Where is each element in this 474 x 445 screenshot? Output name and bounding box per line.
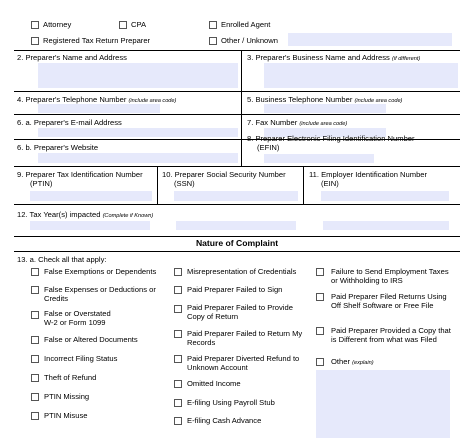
enrolled-agent-checkbox[interactable] xyxy=(209,21,217,29)
tax-year-input-1[interactable] xyxy=(30,221,150,230)
complaint-heading: Nature of Complaint xyxy=(195,238,279,248)
other-unknown-checkbox[interactable] xyxy=(209,37,217,45)
divider xyxy=(14,50,460,51)
complaint-option: Paid Preparer Failed to Provide Copy of Return xyxy=(187,303,293,321)
other-unknown-input[interactable] xyxy=(288,33,452,46)
ein-input[interactable] xyxy=(321,191,449,201)
divider xyxy=(14,166,460,167)
tax-year-label: 12. Tax Year(s) impacted (Complete if Known) xyxy=(17,210,154,219)
complaint-option: Paid Preparer Provided a Copy that is Different from what was Filed xyxy=(331,326,451,344)
other-unknown-label: Other / Unknown xyxy=(221,36,278,45)
efin-label-line2: (EFIN) xyxy=(257,143,280,152)
complaint-option: Failure to Send Employment Taxes or Withholding to IRS xyxy=(331,267,449,285)
complaint-option: PTIN Missing xyxy=(44,392,90,401)
preparer-phone-note: (include area code) xyxy=(128,98,177,104)
ein-label-line2: (EIN) xyxy=(321,179,339,188)
fax-label: 7. Fax Number (include area code) xyxy=(247,118,348,127)
complaint-option: Theft of Refund xyxy=(44,373,97,382)
complaint-option: False or Overstated W-2 or Form 1099 xyxy=(44,309,111,327)
ssn-label-line1: 10. Preparer Social Security Number xyxy=(162,170,286,179)
complaint-checkbox[interactable] xyxy=(316,293,324,301)
complaint-checkbox[interactable] xyxy=(174,286,182,294)
attorney-label: Attorney xyxy=(43,20,72,29)
complaint-checkbox[interactable] xyxy=(31,311,39,319)
divider xyxy=(14,251,460,252)
preparer-website-label: 6. b. Preparer's Website xyxy=(17,143,99,152)
divider xyxy=(14,204,460,205)
ptin-input[interactable] xyxy=(30,191,152,201)
complaint-option: Incorrect Filing Status xyxy=(44,354,118,363)
complaint-option: Paid Preparer Filed Returns Using Off Shelf Software or Free File xyxy=(331,292,447,310)
registered-preparer-label: Registered Tax Return Preparer xyxy=(43,36,151,45)
cpa-label: CPA xyxy=(131,20,147,29)
divider xyxy=(14,114,460,115)
preparer-email-input[interactable] xyxy=(38,128,238,137)
complaint-checkbox[interactable] xyxy=(174,417,182,425)
complaint-checkbox[interactable] xyxy=(174,305,182,313)
divider-vertical xyxy=(303,166,304,204)
check-all-label: 13. a. Check all that apply: xyxy=(17,255,107,264)
complaint-checkbox[interactable] xyxy=(31,286,39,294)
divider xyxy=(14,91,460,92)
fax-note: (include area code) xyxy=(299,121,348,127)
ptin-label-line1: 9. Preparer Tax Identification Number xyxy=(17,170,143,179)
complaint-option: Paid Preparer Diverted Refund to Unknown Account xyxy=(187,354,300,372)
divider-vertical xyxy=(157,166,158,204)
tax-year-note: (Complete if Known) xyxy=(102,213,154,219)
complaint-option: Misrepresentation of Credentials xyxy=(187,267,297,276)
ssn-label-line2: (SSN) xyxy=(174,179,195,188)
complaint-checkbox[interactable] xyxy=(174,399,182,407)
divider xyxy=(14,236,460,237)
complaint-option: E-filing Cash Advance xyxy=(187,416,262,425)
tax-year-input-2[interactable] xyxy=(176,221,296,230)
business-phone-label: 5. Business Telephone Number (include area code) xyxy=(247,95,403,104)
complaint-option: False or Altered Documents xyxy=(44,335,138,344)
efin-label-line1: 8. Preparer Electronic Filing Identification Number xyxy=(247,134,415,143)
complaint-checkbox[interactable] xyxy=(31,355,39,363)
complaint-option: False Expenses or Deductions or Credits xyxy=(44,285,156,303)
complaint-checkbox[interactable] xyxy=(174,330,182,338)
complaint-checkbox[interactable] xyxy=(31,268,39,276)
complaint-checkbox[interactable] xyxy=(174,380,182,388)
complaint-option: False Exemptions or Dependents xyxy=(44,267,157,276)
ein-label-line1: 11. Employer Identification Number xyxy=(309,170,428,179)
other-complaint-label: Other (explain) xyxy=(331,357,374,366)
tax-year-input-3[interactable] xyxy=(323,221,449,230)
registered-preparer-checkbox[interactable] xyxy=(31,37,39,45)
business-name-input[interactable] xyxy=(264,63,458,88)
complaint-checkbox[interactable] xyxy=(174,268,182,276)
attorney-checkbox[interactable] xyxy=(31,21,39,29)
complaint-option: Omitted Income xyxy=(187,379,241,388)
complaint-checkbox[interactable] xyxy=(31,393,39,401)
complaint-checkbox[interactable] xyxy=(316,327,324,335)
preparer-email-label: 6. a. Preparer's E-mail Address xyxy=(17,118,122,127)
enrolled-agent-label: Enrolled Agent xyxy=(221,20,271,29)
complaint-checkbox[interactable] xyxy=(31,412,39,420)
complaint-option: E-filing Using Payroll Stub xyxy=(187,398,275,407)
complaint-checkbox[interactable] xyxy=(31,374,39,382)
business-phone-note: (include area code) xyxy=(354,98,403,104)
cpa-checkbox[interactable] xyxy=(119,21,127,29)
preparer-phone-label: 4. Preparer's Telephone Number (include area code) xyxy=(17,95,177,104)
other-complaint-input[interactable] xyxy=(316,370,450,438)
business-phone-input[interactable] xyxy=(264,104,386,113)
other-complaint-note: (explain) xyxy=(352,360,374,366)
complaint-checkbox[interactable] xyxy=(31,336,39,344)
preparer-phone-input[interactable] xyxy=(38,104,160,113)
business-name-label: 3. Preparer's Business Name and Address (if different) xyxy=(247,53,421,62)
ptin-label-line2: (PTIN) xyxy=(30,179,53,188)
divider-vertical xyxy=(241,50,242,166)
complaint-option: Paid Preparer Failed to Sign xyxy=(187,285,283,294)
efin-input[interactable] xyxy=(264,154,374,163)
complaint-option: PTIN Misuse xyxy=(44,411,88,420)
complaint-option: Paid Preparer Failed to Return My Records xyxy=(187,329,303,347)
preparer-website-input[interactable] xyxy=(38,153,238,163)
business-name-note: (if different) xyxy=(391,56,421,62)
preparer-name-label: 2. Preparer's Name and Address xyxy=(17,53,127,62)
other-complaint-checkbox[interactable] xyxy=(316,358,324,366)
ssn-input[interactable] xyxy=(174,191,298,201)
preparer-name-input[interactable] xyxy=(38,63,238,88)
complaint-checkbox[interactable] xyxy=(316,268,324,276)
complaint-checkbox[interactable] xyxy=(174,355,182,363)
